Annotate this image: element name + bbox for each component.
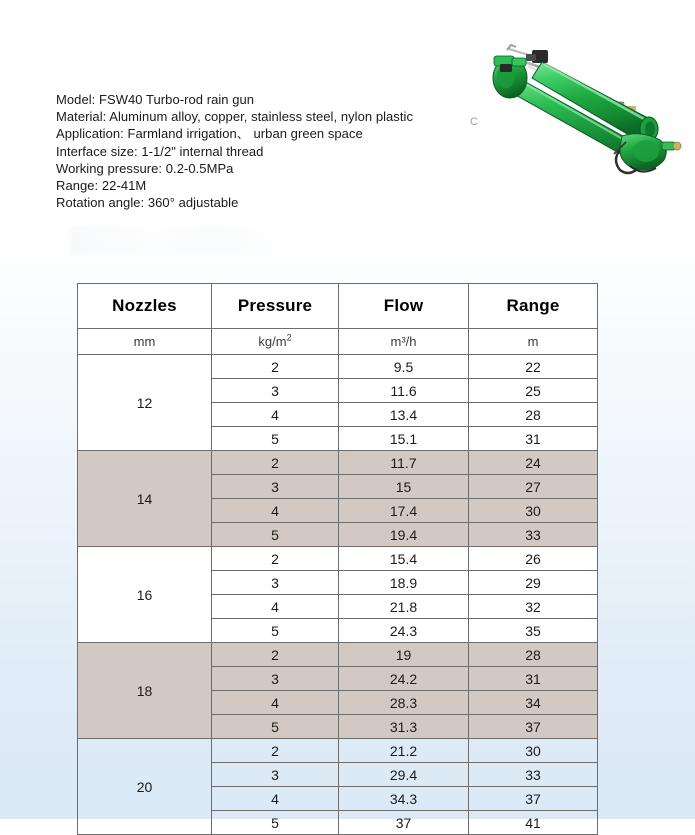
cell-range: 37 bbox=[469, 787, 598, 811]
cell-pressure: 4 bbox=[212, 595, 339, 619]
cell-range: 41 bbox=[469, 811, 598, 835]
cell-pressure: 4 bbox=[212, 691, 339, 715]
cell-pressure: 2 bbox=[212, 547, 339, 571]
cell-flow: 18.9 bbox=[339, 571, 469, 595]
spec-line-rotation-angle: Rotation angle: 360° adjustable bbox=[56, 195, 239, 211]
cell-pressure: 3 bbox=[212, 763, 339, 787]
cell-flow: 9.5 bbox=[339, 355, 469, 379]
cell-range: 31 bbox=[469, 667, 598, 691]
table-row bbox=[78, 739, 598, 763]
column-header-range: Range bbox=[469, 284, 598, 329]
cell-range: 28 bbox=[469, 643, 598, 667]
cell-range: 22 bbox=[469, 355, 598, 379]
cell-range: 29 bbox=[469, 571, 598, 595]
background-artifact bbox=[70, 226, 275, 254]
performance-table bbox=[77, 283, 598, 835]
cell-flow: 29.4 bbox=[339, 763, 469, 787]
nozzle-size-cell: 12 bbox=[78, 355, 212, 451]
spec-line-application: Application: Farmland irrigation、 urban green space bbox=[56, 126, 363, 142]
cell-range: 25 bbox=[469, 379, 598, 403]
cell-flow: 24.3 bbox=[339, 619, 469, 643]
cell-pressure: 5 bbox=[212, 715, 339, 739]
cell-pressure: 3 bbox=[212, 571, 339, 595]
cell-range: 37 bbox=[469, 715, 598, 739]
cell-pressure: 5 bbox=[212, 811, 339, 835]
cell-flow: 17.4 bbox=[339, 499, 469, 523]
cell-flow: 15.4 bbox=[339, 547, 469, 571]
nozzle-size-cell: 14 bbox=[78, 451, 212, 547]
cell-range: 26 bbox=[469, 547, 598, 571]
table-row bbox=[78, 451, 598, 475]
table-row bbox=[78, 355, 598, 379]
column-header-nozzles: Nozzles bbox=[78, 284, 212, 329]
cell-range: 32 bbox=[469, 595, 598, 619]
cell-pressure: 2 bbox=[212, 643, 339, 667]
cell-flow: 21.8 bbox=[339, 595, 469, 619]
spec-line-model: Model: FSW40 Turbo-rod rain gun bbox=[56, 92, 255, 107]
cell-flow: 19 bbox=[339, 643, 469, 667]
cell-flow: 24.2 bbox=[339, 667, 469, 691]
cell-range: 33 bbox=[469, 763, 598, 787]
cell-range: 28 bbox=[469, 403, 598, 427]
cell-range: 31 bbox=[469, 427, 598, 451]
cell-flow: 37 bbox=[339, 811, 469, 835]
cell-range: 30 bbox=[469, 499, 598, 523]
cell-range: 30 bbox=[469, 739, 598, 763]
cell-pressure: 3 bbox=[212, 475, 339, 499]
cell-pressure: 3 bbox=[212, 667, 339, 691]
cell-flow: 15 bbox=[339, 475, 469, 499]
column-header-pressure: Pressure bbox=[212, 284, 339, 329]
cell-range: 24 bbox=[469, 451, 598, 475]
unit-pressure-exponent: 2 bbox=[286, 332, 292, 343]
unit-pressure-base: kg/m bbox=[258, 334, 287, 349]
nozzle-size-cell: 18 bbox=[78, 643, 212, 739]
inlet-housing-icon bbox=[493, 56, 527, 98]
table-row bbox=[78, 643, 598, 667]
nozzle-size-cell: 16 bbox=[78, 547, 212, 643]
spec-line-range: Range: 22-41M bbox=[56, 178, 147, 194]
table-row bbox=[78, 547, 598, 571]
spec-line-material: Material: Aluminum alloy, copper, stainless steel, nylon plastic bbox=[56, 109, 414, 125]
cell-pressure: 4 bbox=[212, 499, 339, 523]
spec-line-interface-size: Interface size: 1-1/2" internal thread bbox=[56, 143, 264, 159]
cell-pressure: 4 bbox=[212, 403, 339, 427]
cell-pressure: 2 bbox=[212, 355, 339, 379]
cell-pressure: 2 bbox=[212, 451, 339, 475]
table-header-row bbox=[78, 284, 598, 329]
unit-range: m bbox=[469, 329, 598, 355]
cell-flow: 15.1 bbox=[339, 427, 469, 451]
cell-pressure: 4 bbox=[212, 787, 339, 811]
product-photo bbox=[470, 18, 695, 190]
cell-range: 33 bbox=[469, 523, 598, 547]
cell-flow: 13.4 bbox=[339, 403, 469, 427]
cell-range: 35 bbox=[469, 619, 598, 643]
column-header-flow: Flow bbox=[339, 284, 469, 329]
cell-pressure: 3 bbox=[212, 379, 339, 403]
photo-corner-letter: C bbox=[470, 116, 478, 128]
unit-nozzles: mm bbox=[78, 329, 212, 355]
cell-range: 27 bbox=[469, 475, 598, 499]
spec-line-working-pressure: Working pressure: 0.2-0.5MPa bbox=[56, 160, 234, 176]
unit-pressure bbox=[212, 329, 339, 355]
cell-pressure: 5 bbox=[212, 523, 339, 547]
cell-flow: 34.3 bbox=[339, 787, 469, 811]
unit-flow: m³/h bbox=[339, 329, 469, 355]
specification-text bbox=[56, 91, 486, 211]
cell-flow: 28.3 bbox=[339, 691, 469, 715]
cell-flow: 11.6 bbox=[339, 379, 469, 403]
cell-pressure: 5 bbox=[212, 427, 339, 451]
cell-pressure: 5 bbox=[212, 619, 339, 643]
cell-pressure: 2 bbox=[212, 739, 339, 763]
cell-flow: 19.4 bbox=[339, 523, 469, 547]
table-unit-row bbox=[78, 329, 598, 355]
nozzle-size-cell: 20 bbox=[78, 739, 212, 835]
cell-flow: 21.2 bbox=[339, 739, 469, 763]
cell-flow: 31.3 bbox=[339, 715, 469, 739]
cell-flow: 11.7 bbox=[339, 451, 469, 475]
cell-range: 34 bbox=[469, 691, 598, 715]
table-body bbox=[78, 355, 598, 835]
